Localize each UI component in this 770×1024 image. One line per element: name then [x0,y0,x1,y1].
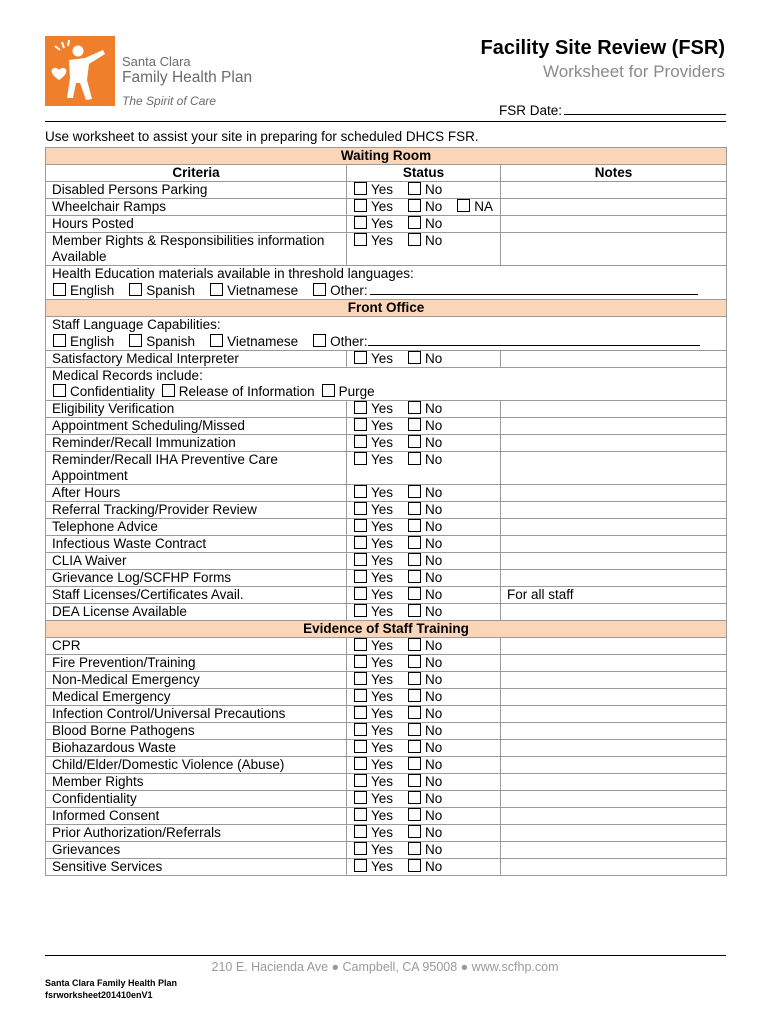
no-checkbox[interactable] [408,418,421,431]
notes-cell[interactable] [501,655,727,672]
criteria-label: Sensitive Services [46,859,347,876]
table-row [46,672,727,689]
yes-checkbox[interactable] [354,502,367,515]
section-staff-training: Evidence of Staff Training [46,621,727,638]
release-of-information-checkbox[interactable] [162,384,175,397]
table-row [46,553,727,570]
notes-cell[interactable] [501,536,727,553]
yes-checkbox[interactable] [354,825,367,838]
table-row [46,757,727,774]
table-row [46,808,727,825]
notes-cell[interactable] [501,553,727,570]
criteria-label: Appointment Scheduling/Missed [46,418,347,435]
yes-checkbox[interactable] [354,706,367,719]
table-row [46,502,727,519]
notes-cell[interactable] [501,182,727,199]
no-checkbox[interactable] [408,233,421,246]
notes-cell[interactable] [501,502,727,519]
no-checkbox[interactable] [408,587,421,600]
health-ed-label: Health Education materials available in threshold languages: [52,266,414,281]
criteria-label: Satisfactory Medical Interpreter [46,351,347,368]
criteria-label: CLIA Waiver [46,553,347,570]
criteria-label: Infectious Waste Contract [46,536,347,553]
yes-checkbox[interactable] [354,655,367,668]
notes-cell[interactable] [501,859,727,876]
no-checkbox[interactable] [408,351,421,364]
no-checkbox[interactable] [408,774,421,787]
criteria-label: Non-Medical Emergency [46,672,347,689]
criteria-label: Member Rights & Responsibilities information Available [46,233,347,266]
criteria-label: Infection Control/Universal Precautions [46,706,347,723]
no-checkbox[interactable] [408,672,421,685]
status-cell: Yes No [347,604,501,621]
table-row [46,519,727,536]
criteria-label: Blood Borne Pathogens [46,723,347,740]
criteria-label: After Hours [46,485,347,502]
footer-form-id: fsrworksheet201410enV1 [45,990,153,1000]
status-cell: Yes No [347,485,501,502]
status-cell: Yes No [347,672,501,689]
criteria-label: Referral Tracking/Provider Review [46,502,347,519]
notes-cell[interactable] [501,351,727,368]
yes-checkbox[interactable] [354,452,367,465]
criteria-label: Reminder/Recall IHA Preventive Care Appointment [46,452,347,485]
status-cell: Yes No [347,808,501,825]
notes-cell[interactable] [501,791,727,808]
yes-checkbox[interactable] [354,808,367,821]
notes-cell[interactable] [501,199,727,216]
health-ed-cell: Health Education materials available in threshold languages: English Spanish Vietnamese Other: [46,266,727,300]
notes-cell[interactable] [501,808,727,825]
no-checkbox[interactable] [408,655,421,668]
logo-mark [45,36,115,106]
notes-header: Notes [501,165,727,182]
criteria-header: Criteria [46,165,347,182]
notes-cell[interactable] [501,638,727,655]
yes-checkbox[interactable] [354,435,367,448]
yes-checkbox[interactable] [354,553,367,566]
status-cell: Yes No [347,351,501,368]
criteria-label: Disabled Persons Parking [46,182,347,199]
status-cell: Yes No [347,757,501,774]
yes-checkbox[interactable] [354,536,367,549]
criteria-label: Child/Elder/Domestic Violence (Abuse) [46,757,347,774]
notes-cell[interactable] [501,706,727,723]
fsr-date-label: FSR Date: [499,103,563,118]
status-cell: Yes No [347,519,501,536]
no-checkbox[interactable] [408,842,421,855]
yes-checkbox[interactable] [354,723,367,736]
status-cell: Yes No [347,182,501,199]
medical-records-cell: Medical Records include: Confidentiality Release of Information Purge [46,368,727,401]
table-row [46,216,727,233]
no-checkbox[interactable] [408,519,421,532]
worksheet-table [45,147,727,876]
no-checkbox[interactable] [408,182,421,195]
no-checkbox[interactable] [408,435,421,448]
criteria-label: Grievance Log/SCFHP Forms [46,570,347,587]
yes-checkbox[interactable] [354,604,367,617]
yes-checkbox[interactable] [354,216,367,229]
yes-checkbox[interactable] [354,774,367,787]
yes-checkbox[interactable] [354,199,367,212]
criteria-label: Biohazardous Waste [46,740,347,757]
medical-records-label: Medical Records include: [52,368,203,383]
footer-address: 210 E. Hacienda Ave ● Campbell, CA 95008 ● www.scfhp.com [211,960,559,974]
table-row [46,435,727,452]
no-checkbox[interactable] [408,604,421,617]
yes-checkbox[interactable] [354,791,367,804]
notes-cell[interactable] [501,485,727,502]
status-cell: Yes No [347,859,501,876]
other-language-field[interactable] [368,333,700,346]
no-checkbox[interactable] [408,553,421,566]
status-cell: Yes No [347,689,501,706]
no-checkbox[interactable] [408,216,421,229]
logo-wordmark [122,54,252,87]
yes-checkbox[interactable] [354,689,367,702]
status-cell: Yes No [347,774,501,791]
english-checkbox[interactable] [53,334,66,347]
header-divider [45,121,726,122]
table-row [46,570,727,587]
table-row [46,774,727,791]
yes-checkbox[interactable] [354,418,367,431]
criteria-label: Staff Licenses/Certificates Avail. [46,587,347,604]
status-cell: Yes No [347,723,501,740]
status-cell: Yes No [347,791,501,808]
criteria-label: Wheelchair Ramps [46,199,347,216]
status-cell: Yes No [347,740,501,757]
page-title: Facility Site Review (FSR) [480,37,725,59]
yes-checkbox[interactable] [354,638,367,651]
notes-cell[interactable] [501,401,727,418]
fsr-date-field[interactable] [499,101,726,118]
status-cell: Yes No [347,842,501,859]
criteria-label: Eligibility Verification [46,401,347,418]
notes-cell[interactable] [501,774,727,791]
footer-divider [45,955,726,956]
other-checkbox[interactable] [313,283,326,296]
status-cell: Yes No [347,216,501,233]
criteria-label: Medical Emergency [46,689,347,706]
notes-cell[interactable] [501,233,727,266]
table-row [46,266,727,300]
no-checkbox[interactable] [408,502,421,515]
table-row [46,587,727,604]
status-cell: Yes No [347,536,501,553]
notes-cell[interactable] [501,452,727,485]
notes-cell[interactable] [501,757,727,774]
staff-language-label: Staff Language Capabilities: [52,317,221,332]
table-row [46,199,727,216]
status-cell: Yes No [347,502,501,519]
notes-cell[interactable] [501,842,727,859]
status-cell: Yes No [347,587,501,604]
purge-checkbox[interactable] [322,384,335,397]
vietnamese-checkbox[interactable] [210,283,223,296]
no-checkbox[interactable] [408,825,421,838]
table-row [46,452,727,485]
criteria-label: Telephone Advice [46,519,347,536]
criteria-label: Prior Authorization/Referrals [46,825,347,842]
no-checkbox[interactable] [408,199,421,212]
fsr-date-line[interactable] [564,101,726,115]
table-row [46,418,727,435]
no-checkbox[interactable] [408,808,421,821]
table-row [46,842,727,859]
status-cell: Yes No [347,452,501,485]
table-row [46,706,727,723]
table-row [46,859,727,876]
table-row [46,740,727,757]
spanish-checkbox[interactable] [129,334,142,347]
table-row [46,825,727,842]
notes-cell[interactable]: For all staff [501,587,727,604]
no-checkbox[interactable] [408,740,421,753]
notes-cell[interactable] [501,723,727,740]
na-checkbox[interactable] [457,199,470,212]
yes-checkbox[interactable] [354,570,367,583]
person-heart-icon [45,36,115,106]
yes-checkbox[interactable] [354,233,367,246]
status-cell: Yes No [347,401,501,418]
staff-language-cell: Staff Language Capabilities: English Spanish Vietnamese Other: [46,317,727,351]
footer-org: Santa Clara Family Health Plan [45,978,178,988]
no-checkbox[interactable] [408,757,421,770]
yes-checkbox[interactable] [354,740,367,753]
no-checkbox[interactable] [408,859,421,872]
status-cell: Yes No [347,638,501,655]
criteria-label: Confidentiality [46,791,347,808]
no-checkbox[interactable] [408,689,421,702]
table-row [46,638,727,655]
page-subtitle: Worksheet for Providers [542,62,725,81]
criteria-label: Grievances [46,842,347,859]
table-row [46,351,727,368]
status-cell: Yes No [347,570,501,587]
yes-checkbox[interactable] [354,401,367,414]
table-row [46,723,727,740]
spanish-checkbox[interactable] [129,283,142,296]
yes-checkbox[interactable] [354,672,367,685]
yes-checkbox[interactable] [354,519,367,532]
table-row [46,233,727,266]
vietnamese-checkbox[interactable] [210,334,223,347]
no-checkbox[interactable] [408,723,421,736]
table-row [46,536,727,553]
no-checkbox[interactable] [408,485,421,498]
criteria-label: Fire Prevention/Training [46,655,347,672]
table-row [46,689,727,706]
no-checkbox[interactable] [408,536,421,549]
logo-line1: Santa Clara [122,54,191,69]
no-checkbox[interactable] [408,706,421,719]
notes-cell[interactable] [501,672,727,689]
criteria-label: Hours Posted [46,216,347,233]
intro-text: Use worksheet to assist your site in preparing for scheduled DHCS FSR. [45,129,479,144]
table-row [46,655,727,672]
status-cell: Yes No [347,553,501,570]
criteria-label: CPR [46,638,347,655]
status-cell: Yes No [347,655,501,672]
notes-cell[interactable] [501,418,727,435]
status-cell: Yes No NA [347,199,501,216]
yes-checkbox[interactable] [354,842,367,855]
english-checkbox[interactable] [53,283,66,296]
notes-cell[interactable] [501,825,727,842]
notes-cell[interactable] [501,604,727,621]
criteria-label: Reminder/Recall Immunization [46,435,347,452]
notes-cell[interactable] [501,689,727,706]
status-header: Status [347,165,501,182]
no-checkbox[interactable] [408,638,421,651]
no-checkbox[interactable] [408,791,421,804]
table-row [46,485,727,502]
footer-org-block [45,977,177,1001]
other-checkbox[interactable] [313,334,326,347]
section-front-office: Front Office [46,300,727,317]
no-checkbox[interactable] [408,452,421,465]
status-cell: Yes No [347,233,501,266]
status-cell: Yes No [347,435,501,452]
logo-tagline: The Spirit of Care [122,94,217,108]
logo-line2: Family Health Plan [122,69,253,86]
notes-cell[interactable] [501,740,727,757]
notes-cell[interactable] [501,216,727,233]
section-waiting-room: Waiting Room [46,148,727,165]
criteria-label: Informed Consent [46,808,347,825]
status-cell: Yes No [347,706,501,723]
criteria-label: DEA License Available [46,604,347,621]
notes-cell[interactable] [501,519,727,536]
table-row [46,604,727,621]
yes-checkbox[interactable] [354,351,367,364]
table-row [46,182,727,199]
notes-cell[interactable] [501,435,727,452]
yes-checkbox[interactable] [354,485,367,498]
no-checkbox[interactable] [408,570,421,583]
confidentiality-checkbox[interactable] [53,384,66,397]
other-language-field[interactable] [370,282,698,295]
criteria-label: Member Rights [46,774,347,791]
yes-checkbox[interactable] [354,587,367,600]
no-checkbox[interactable] [408,401,421,414]
table-row [46,317,727,351]
status-cell: Yes No [347,825,501,842]
table-row [46,791,727,808]
yes-checkbox[interactable] [354,859,367,872]
yes-checkbox[interactable] [354,757,367,770]
notes-cell[interactable] [501,570,727,587]
table-row [46,401,727,418]
yes-checkbox[interactable] [354,182,367,195]
table-row [46,368,727,401]
status-cell: Yes No [347,418,501,435]
